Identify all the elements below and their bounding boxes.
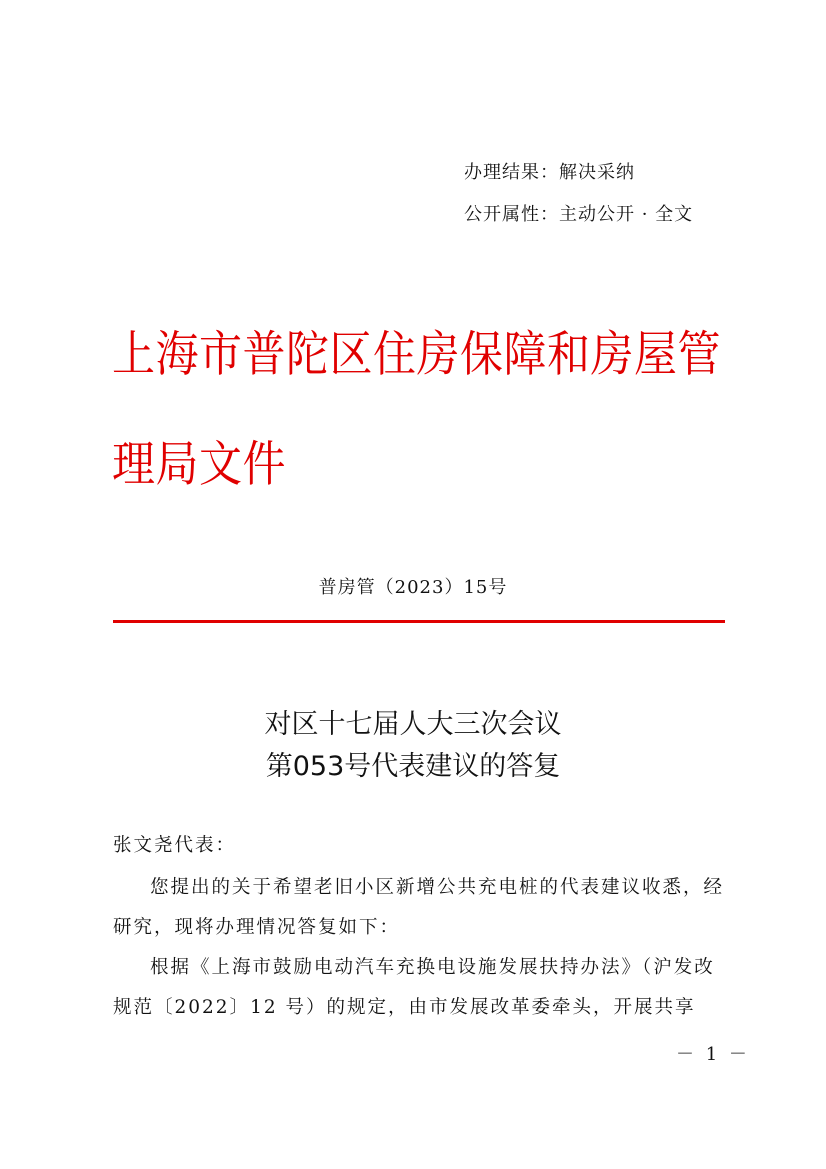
red-divider — [113, 620, 725, 623]
body-paragraph: 您提出的关于希望老旧小区新增公共充电桩的代表建议收悉，经研究，现将办理情况答复如下： — [113, 877, 725, 938]
document-number: 普房管（2023）15号 — [318, 577, 508, 598]
issuer-title: 上海市普陀区住房保障和房屋管理局文件 — [112, 326, 721, 493]
handling-result: 办理结果：解决采纳 — [464, 162, 635, 183]
body-paragraph: 根据《上海市鼓励电动汽车充换电设施发展扶持办法》（沪发改规范〔2022〕12 号）的规定，由市发展改革委牵头，开展共享 — [113, 957, 715, 1018]
reply-title-line-2: 第053号代表建议的答复 — [265, 751, 561, 782]
reply-title-line-1: 对区十七届人大三次会议 — [264, 709, 562, 740]
salutation: 张文尧代表： — [113, 835, 237, 856]
page-number: － 1 － — [676, 1044, 750, 1065]
disclosure-attribute: 公开属性：主动公开 · 全文 — [464, 204, 694, 225]
